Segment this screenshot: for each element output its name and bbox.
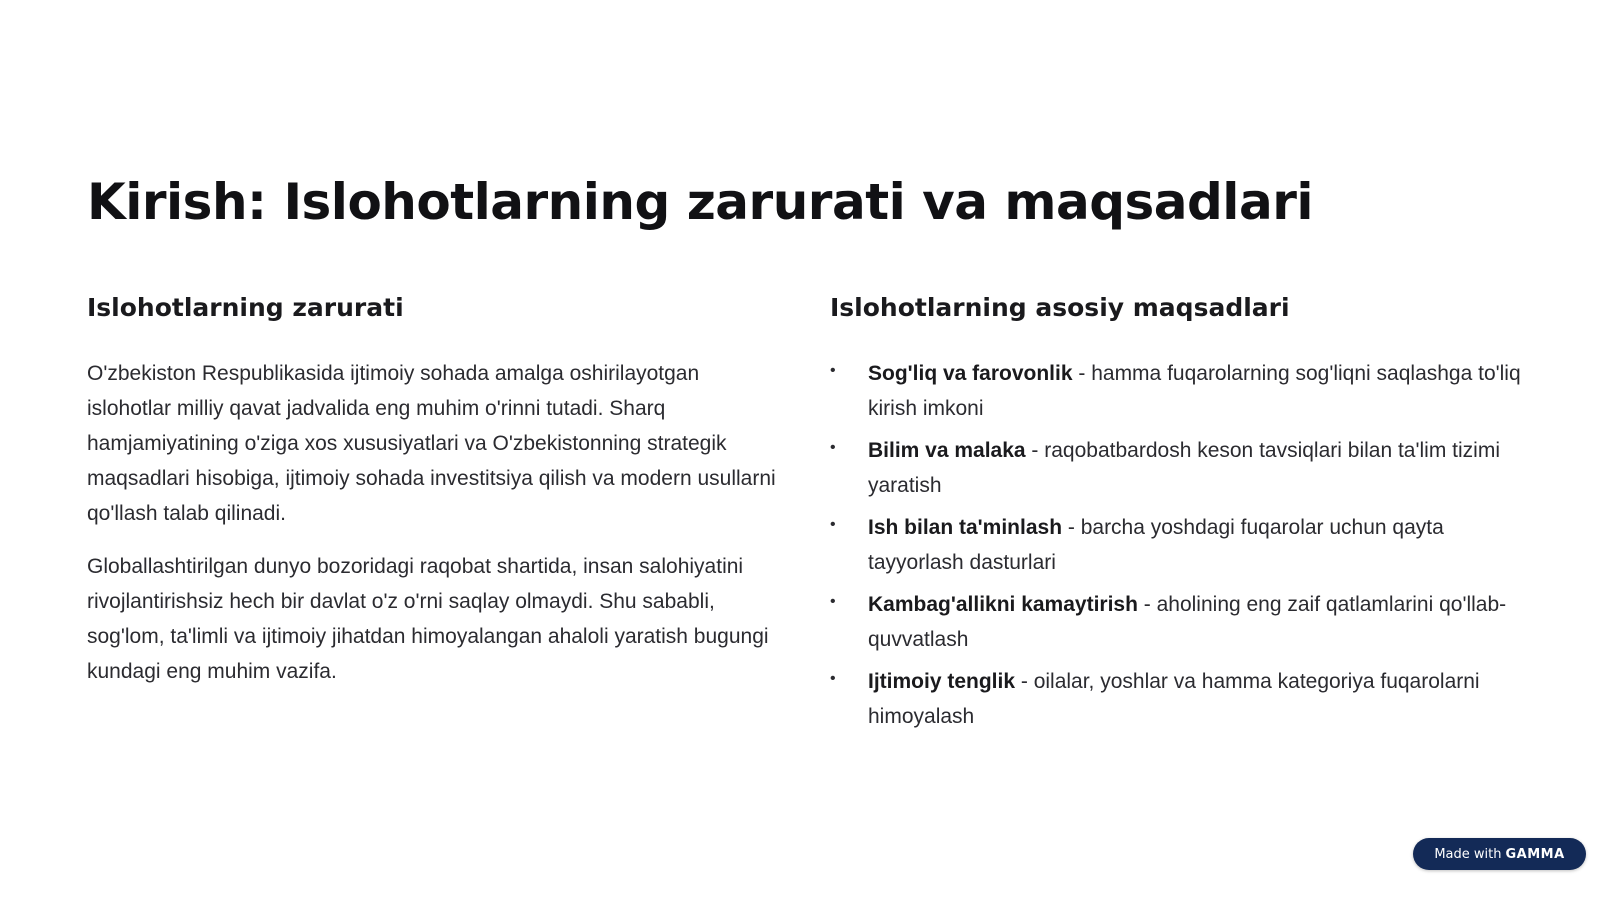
goal-title: Bilim va malaka [868, 439, 1026, 462]
page-title: Kirish: Islohotlarning zarurati va maqsadlari [87, 173, 1313, 231]
goal-title: Ijtimoiy tenglik [868, 670, 1016, 693]
badge-prefix: Made with [1434, 846, 1502, 862]
goals-section [830, 288, 1530, 741]
goal-item [830, 510, 1530, 580]
goal-title: Sog'liq va farovonlik [868, 362, 1073, 385]
goal-description: - oilalar, yoshlar va hamma kategoriya fuqarolarni himoyalash [868, 670, 1480, 728]
goal-item [830, 587, 1530, 657]
goals-heading: Islohotlarning asosiy maqsadlari [830, 293, 1290, 322]
goal-description: - raqobatbardosh keson tavsiqlari bilan ta'lim tizimi yaratish [868, 439, 1500, 497]
goal-item [830, 664, 1530, 734]
bullet-icon: • [830, 593, 836, 610]
gamma-logo: GAMMA [1505, 846, 1565, 862]
bullet-icon: • [830, 439, 836, 456]
bullet-icon: • [830, 362, 836, 379]
necessity-paragraph: O'zbekiston Respublikasida ijtimoiy sohada amalga oshirilayotgan islohotlar milliy qavat jadvalida eng muhim o'rinni tutadi. Sharq hamjamiyatining o'ziga xos xususiyatlari va O'zbekistonning strategik maqsadlari hisobiga, ijtimoiy sohada investitsiya qilish va modern usullarni qo'llash talab qilinadi. [87, 362, 776, 525]
goal-title: Kambag'allikni kamaytirish [868, 593, 1138, 616]
goal-description: - barcha yoshdagi fuqarolar uchun qayta tayyorlash dasturlari [868, 516, 1444, 574]
goal-item [830, 356, 1530, 426]
made-with-gamma-badge[interactable] [1413, 838, 1586, 870]
necessity-paragraph: Globallashtirilgan dunyo bozoridagi raqobat shartida, insan salohiyatini rivojlantirishsiz hech bir davlat o'z o'rni saqlay olmaydi. Shu sababli, sog'lom, ta'limli va ijtimoiy jihatdan himoyalangan ahaloli yaratish bugungi kundagi eng muhim vazifa. [87, 555, 769, 683]
necessity-heading: Islohotlarning zarurati [87, 293, 404, 322]
bullet-icon: • [830, 670, 836, 687]
goal-description: - aholining eng zaif qatlamlarini qo'llab-quvvatlash [868, 593, 1507, 651]
necessity-section [87, 288, 777, 707]
goal-description: - hamma fuqarolarning sog'liqni saqlashga to'liq kirish imkoni [868, 362, 1521, 420]
goal-title: Ish bilan ta'minlash [868, 516, 1063, 539]
goal-item [830, 433, 1530, 503]
goals-list [830, 356, 1530, 734]
bullet-icon: • [830, 516, 836, 533]
